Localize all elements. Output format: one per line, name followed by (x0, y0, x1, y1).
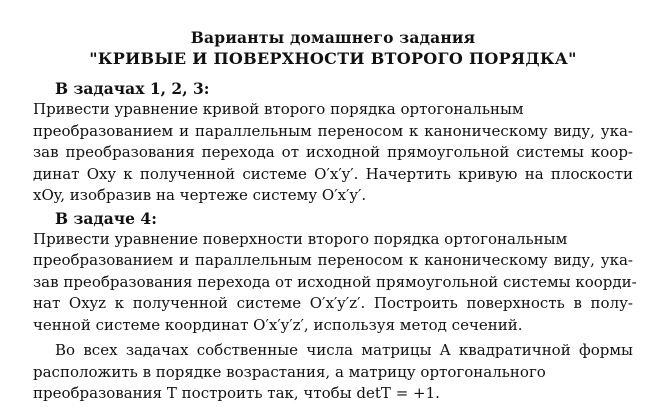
paragraph-line: динат Oxy к полученной системе O′x′y′. Начертить кривую на плоскости (33, 164, 633, 183)
paragraph-line: преобразованием и параллельным переносом к каноническому виду, ука- (33, 251, 633, 269)
paragraph-line: Привести уравнение поверхности второго порядка ортогональным (33, 229, 568, 248)
paragraph-line: ченной системе координат O′x′y′z′, используя метод сечений. (33, 315, 523, 334)
paragraph-line: Во всех задачах собственные числа матрицы A квадратичной формы (55, 341, 633, 359)
paragraph-line: xOy, изобразив на чертеже систему O′x′y′. (33, 186, 367, 204)
title-line-1: Варианты домашнего задания (190, 28, 476, 47)
paragraph-line: преобразования T построить так, чтобы detT = +1. (33, 384, 440, 402)
section-3-paragraph (33, 340, 633, 405)
paragraph-line: Привести уравнение кривой второго порядка ортогональным (33, 100, 524, 118)
document-title (33, 27, 633, 69)
paragraph-line: преобразованием и параллельным переносом к каноническому виду, ука- (33, 121, 633, 140)
paragraph-line: расположить в порядке возрастания, а матрицу ортогонального (33, 362, 546, 381)
section-2-heading: В задаче 4: (55, 208, 157, 228)
paragraph-line: нат Oxyz к полученной системе O′x′y′z′. Построить поверхность в полу- (33, 294, 633, 312)
title-line-2: "КРИВЫЕ И ПОВЕРХНОСТИ ВТОРОГО ПОРЯДКА" (89, 49, 577, 68)
section-1-paragraph (33, 99, 633, 207)
section-1-heading: В задачах 1, 2, 3: (55, 79, 210, 98)
paragraph-line: зав преобразования перехода от исходной прямоугольной системы коор- (33, 143, 633, 161)
section-2-paragraph (33, 229, 637, 337)
paragraph-line: зав преобразования перехода от исходной прямоугольной системы коорди- (33, 272, 637, 291)
